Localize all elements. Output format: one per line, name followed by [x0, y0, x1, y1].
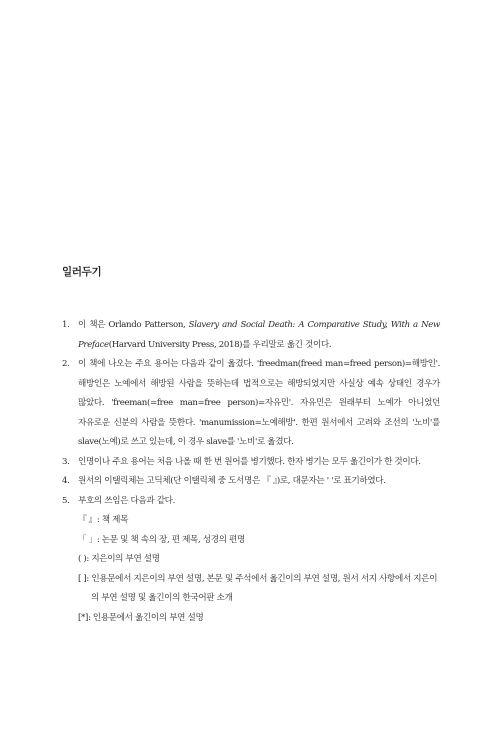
symbol-item-parentheses: ( ): 지은이의 부연 설명 — [78, 554, 160, 564]
note-item-1 — [62, 316, 440, 355]
note-text-post: (Harvard University Press, 2018)를 우리말로 옮긴 것이다. — [108, 339, 332, 350]
book-title-italic: Slavery and Social Death: A Comparative Study, With a New Preface — [78, 320, 440, 350]
symbol-list — [78, 511, 440, 628]
symbol-item-brackets: [ ]: 인용문에서 지은이의 부연 설명, 본문 및 주석에서 옮긴이의 부연 설명, 원서 서지 사항에서 지은이의 부연 설명 및 옮긴이의 한국어판 소개 — [78, 573, 438, 603]
note-item-5 — [62, 492, 440, 512]
page-heading: 일러두기 — [62, 266, 102, 278]
note-item-2 — [62, 355, 440, 453]
note-number: 3. — [62, 456, 70, 467]
note-number: 5. — [62, 495, 70, 506]
symbol-item-book-title: 『 』: 책 제목 — [78, 515, 129, 525]
note-item-4 — [62, 472, 440, 492]
symbol-item-article-title: 「 」: 논문 및 책 속의 장, 편 제목, 성경의 편명 — [78, 534, 245, 545]
note-text: 인명이나 주요 용어는 처음 나올 때 한 번 원어를 병기했다. 한자 병기는 모두 옮긴이가 한 것이다. — [78, 456, 421, 467]
symbol-item-asterisk: [*]: 인용문에서 옮긴이의 부연 설명 — [78, 612, 204, 623]
notes-list — [62, 316, 440, 628]
note-text — [78, 316, 440, 355]
note-text: 부호의 쓰임은 다음과 같다. — [78, 495, 175, 506]
note-text: 이 책에 나오는 주요 용어는 다음과 같이 옮겼다. 'freedman(freed man=freed person)=해방인'. 해방인은 노예에서 해방된 사람을 뜻하는데 법적으로는 해방되었지만 사실상 예속 상태인 경우가 많았다. 'freeman(=free man=free person)=자유민'. 자유민은 원래부터 노예가 아니었던 자유로운 신분의 사람을 뜻한다. 'manumission=노예해방'. 한편 원서에서 고려와 조선의 '노비'를 slave(노예)로 쓰고 있는데, 이 경우 slave를 '노비'로 옮겼다. — [78, 359, 440, 447]
note-item-3 — [62, 453, 440, 473]
note-text: 원서의 이탤릭체는 고딕체(단 이탤릭체 중 도서명은 『 』)로, 대문자는 ' '로 표기하였다. — [78, 476, 386, 486]
note-number: 1. — [62, 320, 70, 330]
note-number: 4. — [62, 476, 70, 486]
note-text-pre: 이 책은 Orlando Patterson, — [78, 320, 189, 330]
note-number: 2. — [62, 359, 70, 369]
